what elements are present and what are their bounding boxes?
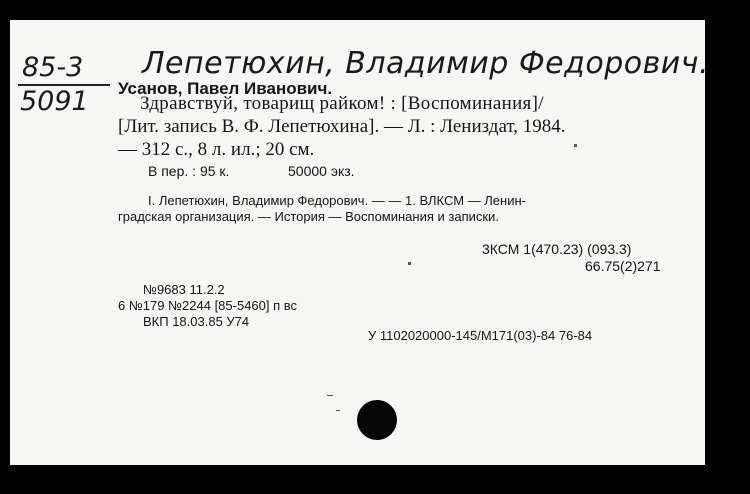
dust-speck [408, 262, 411, 265]
title-line-1: Здравствуй, товарищ райком! : [Воспоминания]/ [140, 93, 544, 114]
service-line-3: ВКП 18.03.85 У74 [143, 314, 250, 329]
accession-number-top: 85-3 [22, 52, 84, 83]
title-line-2: [Лит. запись В. Ф. Лепетюхина]. — Л. : Лениздат, 1984. [118, 116, 566, 137]
dust-speck [574, 144, 577, 147]
tracings-line-1: I. Лепетюхин, Владимир Федорович. — — 1. ВЛКСМ — Ленин- [148, 193, 526, 208]
pagination-line: — 312 с., 8 л. ил.; 20 см. [118, 139, 315, 160]
card-rod-hole [357, 400, 397, 440]
classification-index-1: 3КСМ 1(470.23) (093.3) [482, 241, 632, 257]
accession-number-bottom: 5091 [20, 86, 89, 117]
price-binding: В пер. : 95 к. [148, 163, 230, 179]
service-line-1: №9683 11.2.2 [143, 282, 225, 297]
service-line-2: 6 №179 №2244 [85-5460] п вс [118, 298, 298, 313]
classification-index-2: 66.75(2)271 [585, 258, 661, 274]
author-heading: Усанов, Павел Иванович. [118, 79, 333, 98]
tracings-line-2: градская организация. — История — Воспоминания и записки. [118, 209, 499, 224]
print-run: 50000 экз. [288, 163, 355, 179]
series-code: У 1102020000-145/М171(03)-84 76-84 [368, 328, 593, 343]
dust-speck [327, 395, 333, 396]
handwritten-heading-name: Лепетюхин, Владимир Федорович. [142, 46, 710, 81]
dust-speck [336, 410, 340, 411]
